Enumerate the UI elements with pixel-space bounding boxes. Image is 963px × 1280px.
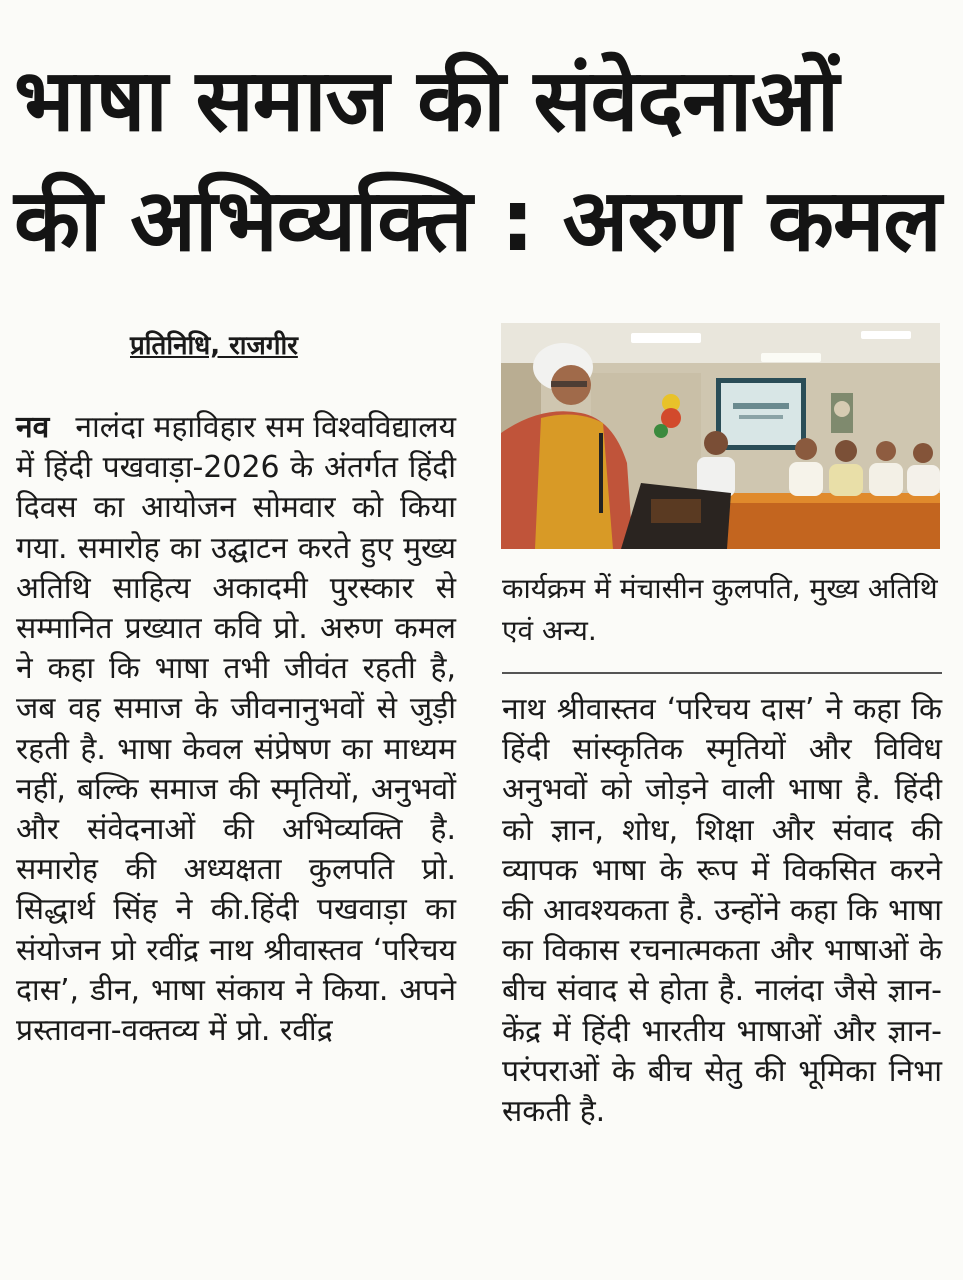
event-photo: [501, 323, 940, 549]
article-text-left: नालंदा महाविहार सम विश्वविद्यालय में हिंदी पखवाड़ा-2026 के अंतर्गत हिंदी दिवस का आयोजन सोमवार को किया गया. समारोह का उद्घाटन करते हुए मुख्य अतिथि साहित्य अकादमी पुरस्कार से सम्मानित प्रख्यात कवि प्रो. अरुण कमल ने कहा कि भाषा तभी जीवंत रहती है, जब वह समाज के जीवनानुभवों से जुड़ी रहती है. भाषा केवल संप्रेषण का माध्यम नहीं, बल्कि समाज की स्मृतियों, अनुभवों और संवेदनाओं की अभिव्यक्ति है. समारोह की अध्यक्षता कुलपति प्रो. सिद्धार्थ सिंह ने की.हिंदी पखवाड़ा का संयोजन प्रो रवींद्र नाथ श्रीवास्तव ‘परिचय दास’, डीन, भाषा संकाय ने किया. अपने प्रस्तावना-वक्तव्य में प्रो. रवींद्र: [16, 410, 456, 1049]
photo-caption: कार्यक्रम में मंचासीन कुलपति, मुख्य अतिथि एवं अन्य.: [502, 572, 938, 647]
headline: [14, 51, 949, 271]
headline-line-1: भाषा समाज की संवेदनाओं: [14, 51, 839, 151]
article-column-left: [16, 408, 456, 1051]
article-text-right: नाथ श्रीवास्तव ‘परिचय दास’ ने कहा कि हिंदी सांस्कृतिक स्मृतियों और विविध अनुभवों को जोड़ने वाली भाषा है. हिंदी को ज्ञान, शोध, शिक्षा और संवाद की व्यापक भाषा के रूप में विकसित करने की आवश्यकता है. उन्होंने कहा कि भाषा का विकास रचनात्मकता और भाषाओं के बीच संवाद से होता है. नालंदा जैसे ज्ञान-केंद्र में हिंदी भारतीय भाषाओं और ज्ञान-परंपराओं के बीच सेतु की भूमिका निभा सकती है.: [502, 692, 942, 1130]
byline: प्रतिनिधि, राजगीर: [130, 331, 298, 361]
article-lead-word: नव: [16, 410, 50, 445]
headline-line-2: की अभिव्यक्ति : अरुण कमल: [14, 171, 941, 271]
article-column-right: [502, 690, 942, 1132]
caption-divider: [502, 672, 942, 674]
event-photo-illustration: [501, 323, 940, 549]
